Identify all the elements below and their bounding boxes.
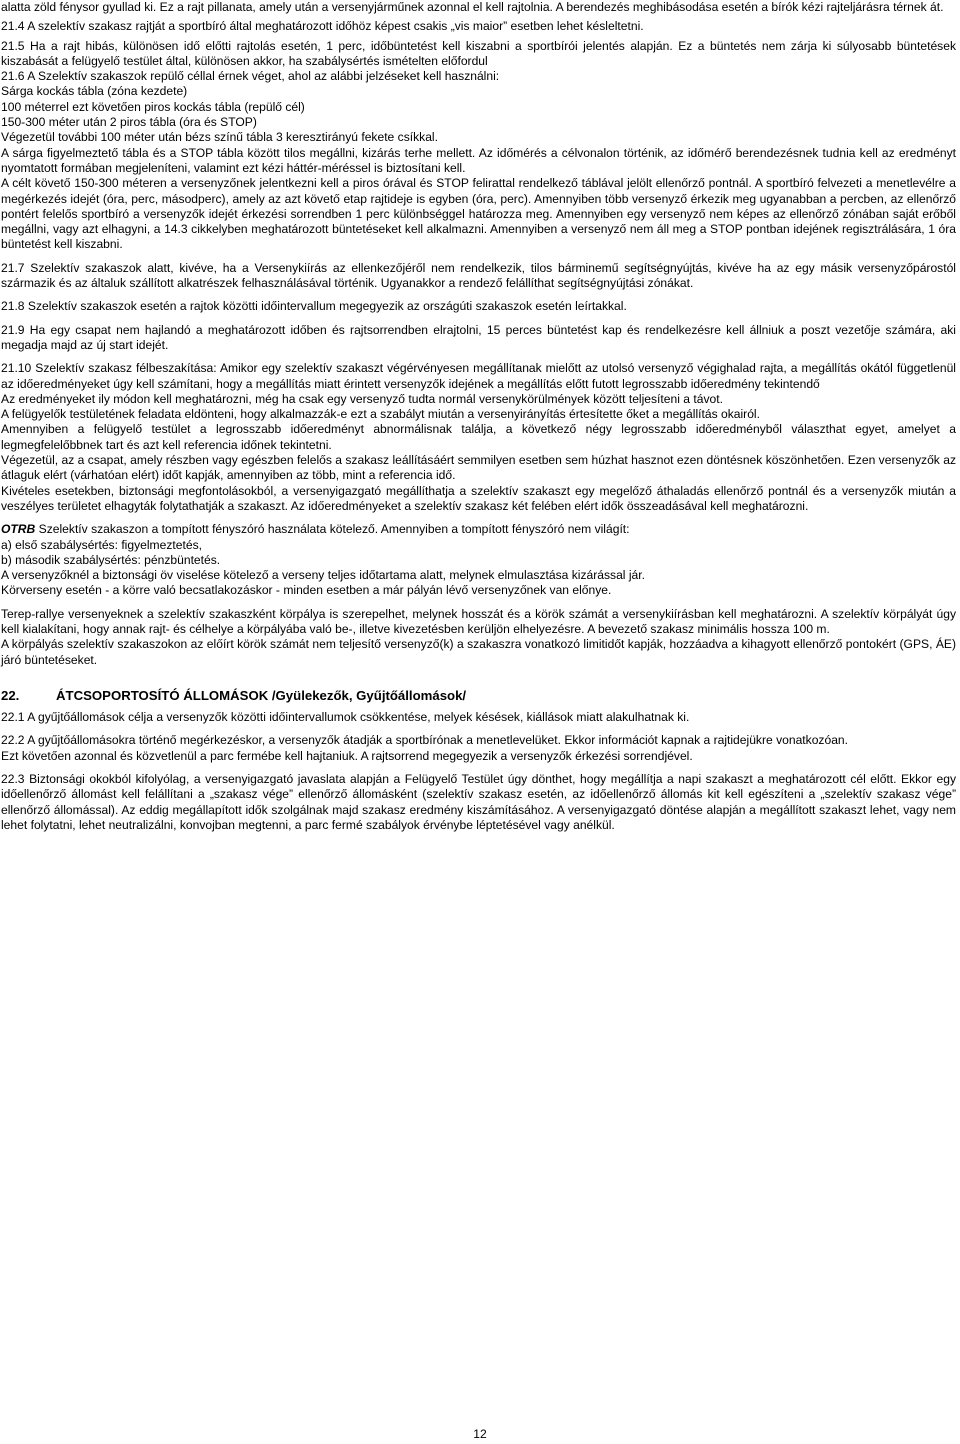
paragraph-responsible-crew: Végezetül, az a csapat, amely részben vagy egészben felelős a szakasz leállításáért semmilyen esetben sem húzhat hasznot ezen döntésnek köszönhetően. Ezen versenyzők az átlaguk elért (várhatóan elért) időt kapják, amennyiben az több, mint a referencia idő. (1, 453, 956, 483)
paragraph-exceptional-cases: Kivételes esetekben, biztonsági megfontolásokból, a versenyigazgató megállíthatja a szelektív szakaszt egy megelőző áthaladás ellenőrző pontnál és a versenyzők miután a veszélyes területet elhagyták folytathatják a szakaszt. Az időeredményeket a szelektív szakasz két felében elért idők összeadásával kell meghatározni. (1, 483, 956, 513)
section-22-title: ÁTCSOPORTOSÍTÓ ÁLLOMÁSOK /Gyülekezők, Gyűjtőállomások/ (56, 687, 467, 703)
paragraph-parc-ferme: Ezt követően azonnal és közvetlenül a parc fermébe kell hajtaniuk. A rajtsorrend megegyezik a versenyzők érkezési sorrendjével. (1, 748, 693, 763)
paragraph-21-5: 21.5 Ha a rajt hibás, különösen idő előtti rajtolás esetén, 1 perc, időbüntetést kell kiszabni a sportbírói jelentés alapján. Ez a büntetés nem zárja ki súlyosabb büntetések kiszabását a felügyelő testület által, különösen akkor, ha szabálysértés ismételten előfordul (1, 38, 956, 68)
section-22-heading (1, 688, 956, 703)
paragraph-21-7: 21.7 Szelektív szakaszok alatt, kivéve, ha a Versenykiírás az ellenkezőjéről nem rendelkezik, tilos bárminemű segítségnyújtás, kivéve ha az egy másik versenyzőpárostól származik és az általuk szállított alkatrészek felhasználásával történik. Ugyanakkor a rendező felállíthat segítségnyújtási zónákat. (1, 260, 956, 291)
paragraph-21-6: 21.6 A Szelektív szakaszok repülő céllal érnek véget, ahol az alábbi jelzéseket kell használni: (1, 69, 500, 84)
paragraph-21-3-tail: alatta zöld fénysor gyullad ki. Ez a rajt pillanata, amely után a versenyjárműnek azonnal el kell rajtolnia. A berendezés meghibásodása esetén a bírók kézi rajteljárásra térnek át. (1, 0, 944, 14)
paragraph-22-2: 22.2 A gyűjtőállomásokra történő megérkezéskor, a versenyzők átadják a sportbírónak a menetlevelüket. Ekkor információt kapnak a rajtidejükre vonatkozóan. (1, 733, 849, 748)
paragraph-22-3: 22.3 Biztonsági okokból kifolyólag, a versenyigazgató javaslata alapján a Felügyelő Testület úgy dönthet, hogy megállítja a napi szakaszt a meghatározott cél előtt. Ekkor egy időellenőrző állomást kell felállítani a „szakasz vége” ellenőrző állomásként (szelektív szakasz esetén, az időellenőrző állomás kit kell egészíteni a „szelektív szakasz vége” ellenőrző állomással). Az eddig megállapított idők szolgálnak majd szakasz eredmény kiszámításához. A versenyigazgató döntése alapján a megállított szakaszt lehet, vagy nem lehet folytatni, lehet neutralizálni, konvojban megtenni, a parc fermé szabályok érvénybe léptetésével vagy anélkül. (1, 772, 956, 832)
paragraph-circuit-laps: A körpályás szelektív szakaszokon az előírt körök számát nem teljesítő versenyző(k) a szakaszra vonatkozó limitidőt kapják, hozzáadva a kihagyott ellenőrző pontokért (GPS, ÁE) járó büntetéseket. (1, 637, 956, 667)
paragraph-21-8: 21.8 Szelektív szakaszok esetén a rajtok közötti időintervallum megegyezik az országúti szakaszok esetén leírtakkal. (1, 299, 627, 314)
paragraph-circuit-priority: Körverseny esetén - a körre való becsatlakozáskor - minden esetben a már pályán lévő versenyzőnek van előnye. (1, 583, 612, 598)
paragraph-22-1 (1, 710, 956, 725)
paragraph-stop-control: A célt követő 150-300 méteren a versenyzőnek jelentkezni kell a piros órával és STOP felirattal rendelkező táblával jelölt ellenőrző pontnál. A sportbíró felvezeti a menetlevélre a megérkezés idejét (óra, perc, másodperc), amely az azt követő etap rajtideje is egyben (óra, perc). Amennyiben több versenyző érkezik meg ugyanabban a percben, az ellenőrző pontért felelős sportbíró a versenyzők idejét érkezési sorrendben 1 perc különbséggel határozza meg. Amennyiben egy versenyző nem képes az ellenőrző zónában saját erőből megállni, vagy azt elhagyni, a 14.3 cikkelyben meghatározott büntetéseket kell alkalmazni. Amennyiben a versenyző nem áll meg a STOP pontban idejének regisztrálására, 1 óra büntetést kell kiszabni. (1, 176, 956, 252)
paragraph-finish-timing: A sárga figyelmeztető tábla és a STOP tábla között tilos megállni, kizárás terhe mellett. Az időmérés a célvonalon történik, az időmérő berendezésnek tudnia kell az eredményt nyomtatott formában megjeleníteni, valamint ezt kézi háttér-méréssel is biztosítani kell. (1, 145, 956, 175)
list-item-second-offence: b) második szabálysértés: pénzbüntetés. (1, 552, 221, 567)
paragraph-terrain-rally-circuit: Terep-rallye versenyeknek a szelektív szakaszként körpálya is szerepelhet, melynek hosszát és a körök számát a versenykiírásban kell meghatározni. A szelektív körpályát úgy kell kialakítani, hogy annak rajt- és célhelye a körpályába való be-, illetve kivezetésben kerüljön elhelyezésre. A bevezető szakasz minimális hossza 100 m. (1, 606, 956, 636)
paragraph-stewards-decision: A felügyelők testületének feladata eldönteni, hogy alkalmazzák-e ezt a szabályt miután a versenyirányítás értesítette őket a megállítás okairól. (1, 407, 760, 422)
signal-line-red-checkered: 100 méterrel ezt követően piros kockás tábla (repülő cél) (1, 99, 305, 114)
paragraph-results-determination: Az eredményeket ily módon kell meghatározni, még ha csak egy versenyző tudta normál versenykörülmények között teljesíteni a távot. (1, 391, 723, 406)
signal-line-beige: Végezetül további 100 méter után bézs színű tábla 3 keresztirányú fekete csíkkal. (1, 130, 438, 145)
page-number: 12 (473, 1427, 487, 1441)
paragraph-seatbelt: A versenyzőknél a biztonsági öv viselése kötelező a verseny teljes időtartama alatt, melynek elmulasztása kizárással jár. (1, 568, 645, 583)
section-22-number: 22. (1, 687, 20, 703)
otrb-label: OTRB (1, 522, 36, 537)
paragraph-21-10: 21.10 Szelektív szakasz félbeszakítása: Amikor egy szelektív szakaszt végérvényesen megállítanak mielőtt az utolsó versenyző végighalad rajta, a megállítás okától függetlenül az időeredményeket úgy kell számítani, hogy a megállítás miatt érintett versenyzők idejének a megállítás előtt futott legrosszabb időeredmény tekintendő (1, 361, 956, 391)
list-item-first-offence: a) első szabálysértés: figyelmeztetés, (1, 537, 202, 552)
signal-line-two-red: 150-300 méter után 2 piros tábla (óra és STOP) (1, 115, 257, 130)
paragraph-otrb-headlights (1, 522, 956, 537)
paragraph-22-1-text: A gyűjtőállomások célja a versenyzők közötti időintervallumok csökkentése, melyek késések, kiállások miatt alakulhatnak ki. (27, 710, 690, 725)
paragraph-21-9: 21.9 Ha egy csapat nem hajlandó a meghatározott időben és rajtsorrendben elrajtolni, 15 perces büntetést kap és rendelkezésre kell állniuk a poszt vezetője számára, aki megadja majd az új start idejét. (1, 322, 956, 352)
paragraph-22-1-number: 22.1 (1, 710, 25, 725)
paragraph-21-4: 21.4 A szelektív szakasz rajtját a sportbíró által meghatározott időhöz képest csakis „vis maior” esetben lehet késleltetni. (1, 19, 644, 34)
signal-line-yellow: Sárga kockás tábla (zóna kezdete) (1, 84, 188, 99)
paragraph-reference-time: Amennyiben a felügyelő testület a legrosszabb időeredményt abnormálisnak találja, a következő négy legrosszabb időeredményből választhat egyet, amelyet a legmegfelelőbbnek tart és azt kell referencia időnek tekintetni. (1, 422, 956, 452)
otrb-text: Szelektív szakaszon a tompított fényszóró használata kötelező. Amennyiben a tompított fényszóró nem világít: (38, 522, 630, 537)
